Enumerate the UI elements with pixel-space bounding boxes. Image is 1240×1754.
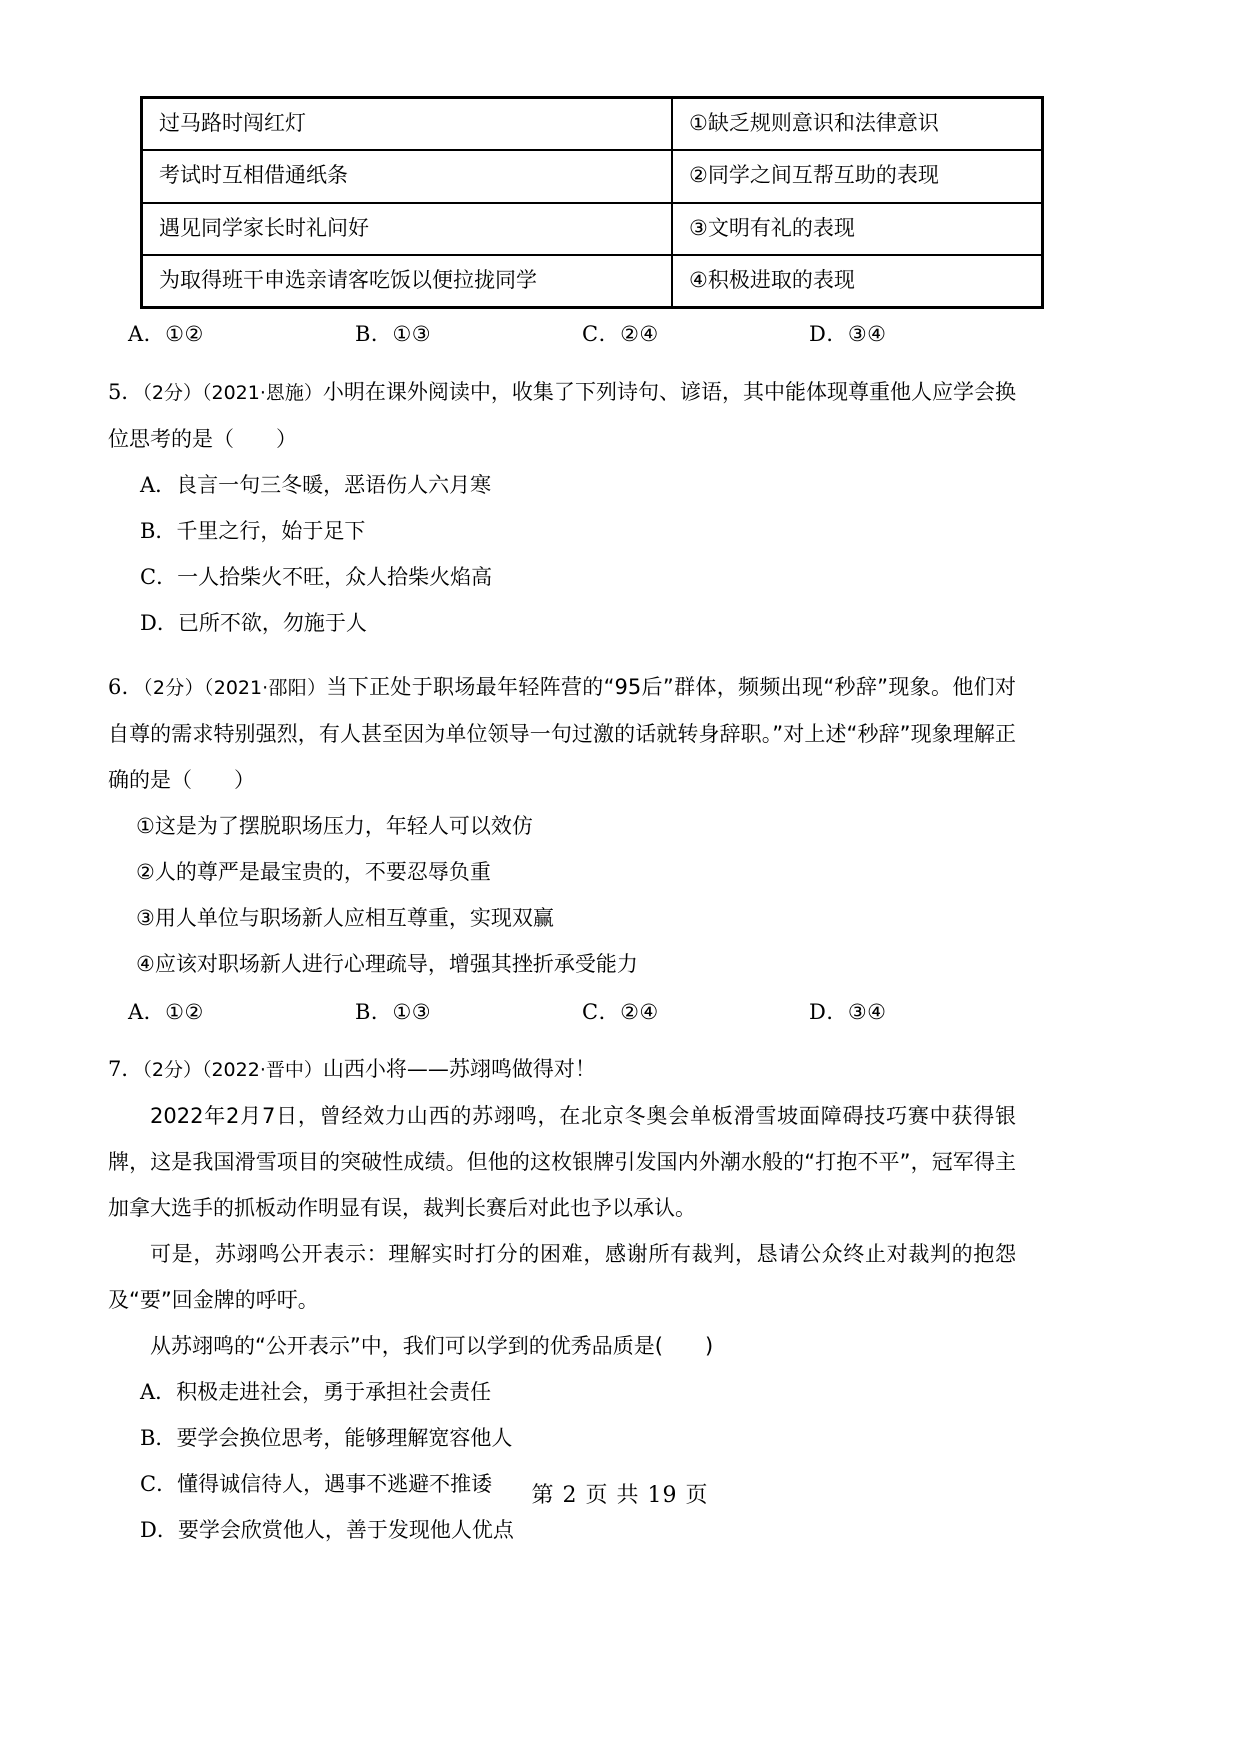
question-7-title-line	[108, 1046, 1016, 1093]
choice-d-label: D．	[140, 610, 178, 635]
choice-b-text: 要学会换位思考，能够理解宽容他人	[176, 1426, 513, 1451]
choice-c-text: 一人拾柴火不旺，众人拾柴火焰高	[177, 564, 493, 589]
option-c-value: ②④	[620, 999, 659, 1024]
choice-d-text: 已所不欲，勿施于人	[177, 610, 367, 635]
table-cell-judgement: ④积极进取的表现	[672, 255, 1043, 308]
choice-b-text: 千里之行，始于足下	[176, 518, 366, 543]
question-5-number: 5．	[108, 379, 143, 404]
option-a-label: A．	[128, 999, 166, 1024]
behavior-judgement-table	[140, 96, 1044, 309]
option-b-label: B．	[355, 322, 393, 347]
question-6-source: （2021·邵阳）	[203, 676, 327, 699]
question-7-choice-b[interactable]	[108, 1415, 1016, 1461]
question-7-paragraph-3: 从苏翊鸣的“公开表示”中，我们可以学到的优秀品质是( )	[150, 1334, 714, 1359]
choice-b-label: B．	[140, 518, 177, 543]
table-row	[142, 150, 1043, 202]
option-c[interactable]	[562, 997, 789, 1029]
choice-c-label: C．	[140, 564, 178, 589]
table-row	[142, 203, 1043, 255]
question-5-choice-a[interactable]	[108, 462, 1016, 508]
question-7-paragraph-2: 可是，苏翊鸣公开表示：理解实时打分的困难，感谢所有裁判，恳请公众终止对裁判的抱怨及“要”回金牌的呼吁。	[108, 1242, 1016, 1313]
option-d-value: ③④	[847, 322, 887, 347]
option-d-label: D．	[809, 322, 848, 347]
question-5-source: （2021·恩施）	[201, 381, 323, 404]
question-7-number: 7．	[108, 1057, 143, 1082]
question-7-title: 山西小将——苏翊鸣做得对！	[322, 1057, 596, 1082]
question-5-stem: 小明在课外阅读中，收集了下列诗句、谚语，其中能体现尊重他人应学会换位思考的是（ ）	[108, 379, 1016, 451]
choice-a-label: A．	[140, 1380, 177, 1405]
choice-c-text: 懂得诚信待人，遇事不逃避不推诿	[177, 1472, 493, 1497]
choice-b-label: B．	[140, 1426, 177, 1451]
option-b-value: ①③	[392, 322, 432, 347]
option-c-label: C．	[582, 322, 621, 347]
question-6-statement-2: ②人的尊严是最宝贵的，不要忍辱负重	[136, 859, 491, 884]
choice-a-label: A．	[140, 472, 177, 497]
question-6-statement-3: ③用人单位与职场新人应相互尊重，实现双赢	[136, 905, 554, 930]
question-7-choice-a[interactable]	[108, 1369, 1016, 1415]
page-footer: 第 2 页 共 19 页	[531, 1483, 709, 1508]
option-a-label: A．	[128, 322, 166, 347]
question-7-choice-d[interactable]	[108, 1507, 1016, 1553]
option-c-value: ②④	[620, 322, 659, 347]
option-b-value: ①③	[392, 999, 432, 1024]
question-5-choice-b[interactable]	[108, 508, 1016, 554]
question-6-score: （2分）	[143, 676, 204, 699]
question-4-options	[108, 319, 1016, 351]
question-6-number: 6．	[108, 674, 144, 699]
table-cell-behavior: 过马路时闯红灯	[142, 98, 673, 151]
question-5-choice-d[interactable]	[108, 600, 1016, 646]
question-5-choice-c[interactable]	[108, 554, 1016, 600]
table-cell-judgement: ①缺乏规则意识和法律意识	[672, 98, 1043, 151]
option-c[interactable]	[562, 319, 789, 351]
option-b[interactable]	[335, 997, 562, 1029]
question-6-stem: 当下正处于职场最年轻阵营的“95后”群体，频频出现“秒辞”现象。他们对自尊的需求特别强烈，有人甚至因为单位领导一句过激的话就转身辞职。”对上述“秒辞”现象理解正确的是（ ）	[108, 674, 1016, 792]
choice-d-label: D．	[140, 1518, 178, 1543]
table-cell-judgement: ②同学之间互帮互助的表现	[672, 150, 1043, 202]
table-row	[142, 255, 1043, 308]
option-b[interactable]	[335, 319, 562, 351]
question-5	[108, 369, 1016, 646]
question-6-options	[108, 997, 1016, 1029]
option-d[interactable]	[789, 319, 1016, 351]
choice-d-text: 要学会欣赏他人，善于发现他人优点	[177, 1518, 514, 1543]
option-a-value: ①②	[165, 999, 204, 1024]
page-content	[108, 96, 1016, 1553]
table-cell-judgement: ③文明有礼的表现	[672, 203, 1043, 255]
option-d-value: ③④	[847, 999, 887, 1024]
option-d[interactable]	[789, 997, 1016, 1029]
table-cell-behavior: 遇见同学家长时礼问好	[142, 203, 673, 255]
option-c-label: C．	[582, 999, 621, 1024]
choice-a-text: 良言一句三冬暖，恶语伤人六月寒	[176, 472, 492, 497]
question-7-source: （2022·晋中）	[201, 1059, 323, 1082]
option-a[interactable]	[108, 997, 335, 1029]
question-5-stem-line	[108, 369, 1016, 462]
question-6-statement-4: ④应该对职场新人进行心理疏导，增强其挫折承受能力	[136, 951, 638, 976]
choice-a-text: 积极走进社会，勇于承担社会责任	[176, 1380, 492, 1405]
choice-c-label: C．	[140, 1472, 178, 1497]
option-d-label: D．	[809, 999, 848, 1024]
question-7-score: （2分）	[142, 1059, 202, 1082]
question-5-score: （2分）	[142, 381, 202, 404]
table-cell-behavior: 为取得班干申选亲请客吃饭以便拉拢同学	[142, 255, 673, 308]
question-6-stem-line	[108, 664, 1016, 803]
question-6	[108, 664, 1016, 1029]
option-a[interactable]	[108, 319, 335, 351]
table-row	[142, 98, 1043, 151]
option-a-value: ①②	[165, 322, 204, 347]
question-7-paragraph-1: 2022年2月7日，曾经效力山西的苏翊鸣，在北京冬奥会单板滑雪坡面障碍技巧赛中获得银牌，这是我国滑雪项目的突破性成绩。但他的这枚银牌引发国内外潮水般的“打抱不平”，冠军得主加拿大选手的抓板动作明显有误，裁判长赛后对此也予以承认。	[108, 1104, 1016, 1221]
table-cell-behavior: 考试时互相借通纸条	[142, 150, 673, 202]
option-b-label: B．	[355, 999, 393, 1024]
question-6-statement-1: ①这是为了摆脱职场压力，年轻人可以效仿	[136, 813, 533, 838]
